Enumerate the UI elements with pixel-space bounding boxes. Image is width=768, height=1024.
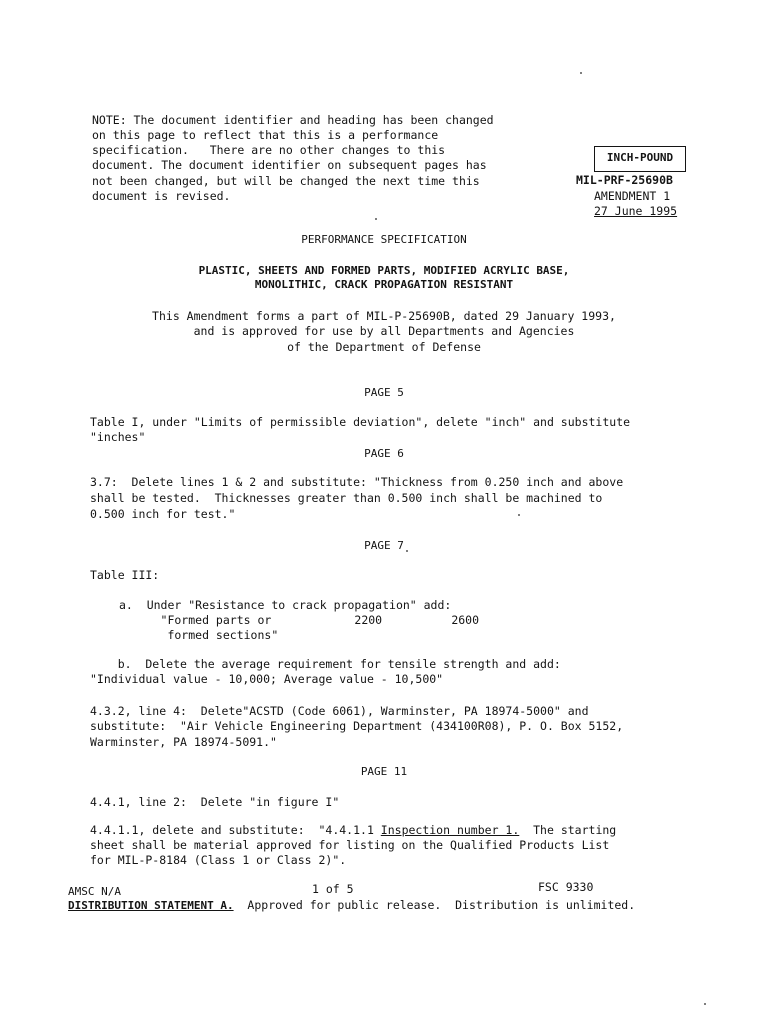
page-6-text-line: 3.7: Delete lines 1 & 2 and substitute: "Thickness from 0.250 inch and above: [90, 475, 624, 489]
note-line: on this page to reflect that this is a performance: [92, 128, 439, 142]
scan-speck: [580, 72, 582, 74]
document-type-heading: PERFORMANCE SPECIFICATION: [301, 233, 467, 246]
item-4-3-2-line: Warminster, PA 18974-5091.": [90, 735, 277, 749]
page-5-header: PAGE 5: [364, 386, 404, 399]
item-4-4-1-1-prefix: 4.4.1.1, delete and substitute: "4.4.1.1: [90, 823, 381, 837]
inch-pound-stamp: [594, 146, 686, 172]
scan-speck: [406, 550, 408, 552]
page-6-header: PAGE 6: [364, 447, 404, 460]
page-6-text-line: 0.500 inch for test.": [90, 507, 236, 521]
document-title-line: MONOLITHIC, CRACK PROPAGATION RESISTANT: [254, 278, 514, 291]
distribution-statement: [68, 898, 635, 913]
page-6-text-line: shall be tested. Thicknesses greater than 0.500 inch shall be machined to: [90, 491, 603, 505]
item-4-4-1-line: 4.4.1, line 2: Delete "in figure I": [90, 795, 340, 809]
scan-speck: [375, 218, 377, 220]
scan-speck: [704, 1003, 706, 1005]
note-line: document is revised.: [92, 189, 231, 203]
amsc-number: AMSC N/A: [68, 885, 121, 898]
item-4-4-1-1-line: [90, 823, 616, 838]
inspection-number-heading: Inspection number 1.: [380, 823, 520, 837]
intro-line: This Amendment forms a part of MIL-P-25690B, dated 29 January 1993,: [152, 309, 616, 323]
item-b-line: "Individual value - 10,000; Average value - 10,500": [90, 672, 444, 686]
page-count: 1 of 5: [312, 882, 354, 896]
item-4-4-1-1-suffix: The starting: [519, 823, 617, 837]
item-4-3-2-line: substitute: "Air Vehicle Engineering Department (434100R08), P. O. Box 5152,: [90, 719, 624, 733]
intro-line: and is approved for use by all Departments and Agencies: [193, 324, 575, 338]
intro-line: of the Department of Defense: [287, 340, 481, 354]
page-7-header: PAGE 7: [364, 539, 404, 552]
note-line: not been changed, but will be changed the next time this: [92, 174, 480, 188]
page-5-text-line: "inches": [90, 430, 146, 444]
table-iii-label: Table III:: [90, 568, 160, 582]
item-a-line: a. Under "Resistance to crack propagation" add:: [119, 598, 452, 612]
item-4-4-1-1-line: sheet shall be material approved for listing on the Qualified Products List: [90, 838, 610, 852]
note-line: specification. There are no other changes to this: [92, 143, 446, 157]
distribution-label: DISTRIBUTION STATEMENT A.: [68, 899, 234, 912]
item-a-line: "Formed parts or 2200 2600: [119, 613, 480, 627]
note-line: document. The document identifier on subsequent pages has: [92, 158, 487, 172]
document-identifier: MIL-PRF-25690B: [576, 173, 673, 187]
item-4-3-2-line: 4.3.2, line 4: Delete"ACSTD (Code 6061), Warminster, PA 18974-5000" and: [90, 704, 589, 718]
item-4-4-1-1-line: for MIL-P-8184 (Class 1 or Class 2)".: [90, 853, 347, 867]
item-a-line: formed sections": [119, 628, 279, 642]
scan-speck: [518, 514, 520, 516]
distribution-text: Approved for public release. Distribution is unlimited.: [233, 898, 636, 912]
page-11-header: PAGE 11: [360, 765, 408, 778]
stamp-label: INCH-POUND: [606, 151, 674, 164]
note-line: NOTE: The document identifier and heading has been changed: [92, 113, 494, 127]
amendment-date: 27 June 1995: [594, 204, 678, 218]
page-5-text-line: Table I, under "Limits of permissible deviation", delete "inch" and substitute: [90, 415, 631, 429]
fsc-code: FSC 9330: [538, 880, 594, 894]
document-title-line: PLASTIC, SHEETS AND FORMED PARTS, MODIFIED ACRYLIC BASE,: [198, 264, 570, 277]
amendment-number: AMENDMENT 1: [594, 189, 671, 203]
item-b-line: b. Delete the average requirement for tensile strength and add:: [90, 657, 561, 671]
